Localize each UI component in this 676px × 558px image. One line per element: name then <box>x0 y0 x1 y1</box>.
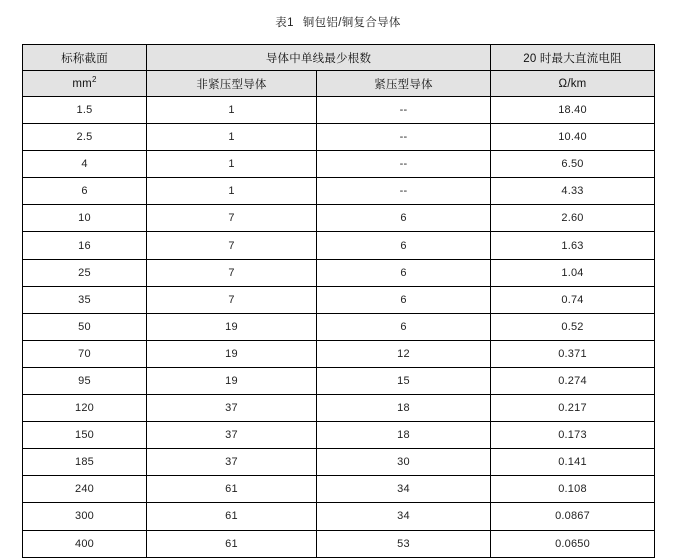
conductor-spec-table <box>22 44 655 558</box>
table-row <box>23 367 655 394</box>
cell-nominal-section: 2.5 <box>23 124 147 151</box>
cell-non-compressed-strands: 19 <box>147 313 317 340</box>
cell-non-compressed-strands: 1 <box>147 151 317 178</box>
table-row <box>23 503 655 530</box>
cell-non-compressed-strands: 61 <box>147 503 317 530</box>
table-row <box>23 205 655 232</box>
cell-non-compressed-strands: 1 <box>147 178 317 205</box>
cell-nominal-section: 400 <box>23 530 147 557</box>
cell-compressed-strands: -- <box>317 151 491 178</box>
cell-non-compressed-strands: 19 <box>147 367 317 394</box>
cell-nominal-section: 1.5 <box>23 97 147 124</box>
table-row <box>23 124 655 151</box>
cell-compressed-strands: 34 <box>317 476 491 503</box>
header-nominal-section-unit <box>23 71 147 97</box>
cell-max-dc-resistance: 4.33 <box>491 178 655 205</box>
cell-max-dc-resistance: 0.0867 <box>491 503 655 530</box>
cell-non-compressed-strands: 7 <box>147 286 317 313</box>
cell-non-compressed-strands: 7 <box>147 259 317 286</box>
cell-non-compressed-strands: 37 <box>147 395 317 422</box>
header-min-strands-group: 导体中单线最少根数 <box>147 45 491 71</box>
table-row <box>23 286 655 313</box>
cell-non-compressed-strands: 19 <box>147 340 317 367</box>
table-caption <box>0 0 676 30</box>
table-caption-text: 铜包铝/铜复合导体 <box>302 17 401 29</box>
header-compressed-conductor: 紧压型导体 <box>317 71 491 97</box>
cell-max-dc-resistance: 0.74 <box>491 286 655 313</box>
table-container <box>22 44 654 558</box>
cell-nominal-section: 4 <box>23 151 147 178</box>
table-head <box>23 45 655 97</box>
cell-compressed-strands: 18 <box>317 422 491 449</box>
unit-mm: mm <box>72 77 92 90</box>
cell-nominal-section: 185 <box>23 449 147 476</box>
cell-non-compressed-strands: 7 <box>147 205 317 232</box>
cell-compressed-strands: 15 <box>317 367 491 394</box>
cell-non-compressed-strands: 7 <box>147 232 317 259</box>
table-header-row-1 <box>23 45 655 71</box>
header-nominal-section: 标称截面 <box>23 45 147 71</box>
table-caption-number: 表1 <box>275 17 294 29</box>
header-max-dc-resistance: 20 时最大直流电阻 <box>491 45 655 71</box>
cell-compressed-strands: -- <box>317 178 491 205</box>
cell-compressed-strands: 6 <box>317 259 491 286</box>
cell-non-compressed-strands: 61 <box>147 476 317 503</box>
cell-compressed-strands: 6 <box>317 286 491 313</box>
table-row <box>23 313 655 340</box>
cell-compressed-strands: 6 <box>317 205 491 232</box>
cell-max-dc-resistance: 1.04 <box>491 259 655 286</box>
table-row <box>23 422 655 449</box>
cell-max-dc-resistance: 0.371 <box>491 340 655 367</box>
header-non-compressed-conductor: 非紧压型导体 <box>147 71 317 97</box>
cell-non-compressed-strands: 1 <box>147 97 317 124</box>
cell-compressed-strands: -- <box>317 97 491 124</box>
cell-nominal-section: 70 <box>23 340 147 367</box>
table-row <box>23 340 655 367</box>
cell-compressed-strands: 30 <box>317 449 491 476</box>
cell-nominal-section: 35 <box>23 286 147 313</box>
cell-max-dc-resistance: 1.63 <box>491 232 655 259</box>
table-row <box>23 151 655 178</box>
cell-nominal-section: 50 <box>23 313 147 340</box>
table-header-row-2 <box>23 71 655 97</box>
cell-max-dc-resistance: 0.141 <box>491 449 655 476</box>
table-row <box>23 449 655 476</box>
cell-nominal-section: 240 <box>23 476 147 503</box>
cell-max-dc-resistance: 6.50 <box>491 151 655 178</box>
cell-nominal-section: 95 <box>23 367 147 394</box>
cell-nominal-section: 6 <box>23 178 147 205</box>
cell-compressed-strands: 6 <box>317 313 491 340</box>
cell-compressed-strands: 34 <box>317 503 491 530</box>
cell-compressed-strands: -- <box>317 124 491 151</box>
cell-max-dc-resistance: 0.274 <box>491 367 655 394</box>
cell-nominal-section: 150 <box>23 422 147 449</box>
table-row <box>23 232 655 259</box>
cell-max-dc-resistance: 0.108 <box>491 476 655 503</box>
cell-max-dc-resistance: 0.52 <box>491 313 655 340</box>
cell-non-compressed-strands: 37 <box>147 449 317 476</box>
cell-non-compressed-strands: 1 <box>147 124 317 151</box>
cell-max-dc-resistance: 0.0650 <box>491 530 655 557</box>
cell-nominal-section: 300 <box>23 503 147 530</box>
header-resistance-unit: Ω/km <box>491 71 655 97</box>
cell-compressed-strands: 12 <box>317 340 491 367</box>
cell-max-dc-resistance: 18.40 <box>491 97 655 124</box>
table-row <box>23 530 655 557</box>
cell-nominal-section: 25 <box>23 259 147 286</box>
cell-nominal-section: 10 <box>23 205 147 232</box>
cell-non-compressed-strands: 61 <box>147 530 317 557</box>
table-row <box>23 476 655 503</box>
cell-max-dc-resistance: 2.60 <box>491 205 655 232</box>
cell-max-dc-resistance: 0.173 <box>491 422 655 449</box>
table-row <box>23 395 655 422</box>
table-body <box>23 97 655 558</box>
table-row <box>23 259 655 286</box>
cell-nominal-section: 16 <box>23 232 147 259</box>
cell-nominal-section: 120 <box>23 395 147 422</box>
table-row <box>23 178 655 205</box>
cell-max-dc-resistance: 0.217 <box>491 395 655 422</box>
cell-compressed-strands: 53 <box>317 530 491 557</box>
cell-compressed-strands: 6 <box>317 232 491 259</box>
cell-max-dc-resistance: 10.40 <box>491 124 655 151</box>
table-row <box>23 97 655 124</box>
cell-compressed-strands: 18 <box>317 395 491 422</box>
unit-mm-exponent: 2 <box>91 74 97 84</box>
cell-non-compressed-strands: 37 <box>147 422 317 449</box>
